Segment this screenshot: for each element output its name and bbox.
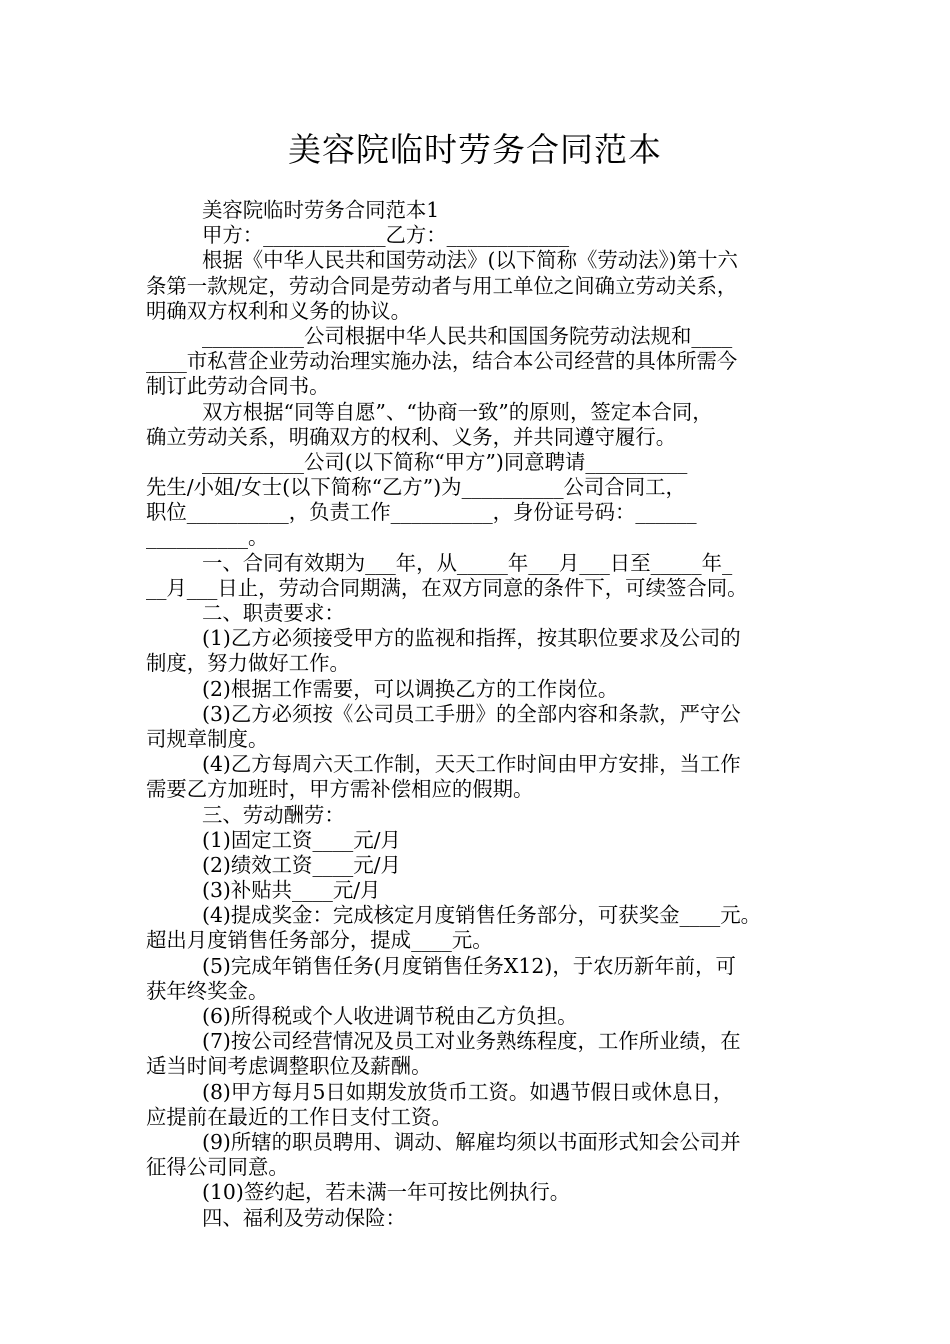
paragraph-line: 超出月度销售任务部分，提成____元。 — [146, 928, 493, 953]
paragraph-line: ____市私营企业劳动治理实施办法，结合本公司经营的具体所需今 — [146, 349, 738, 374]
paragraph-line: (2)绩效工资____元/月 — [202, 852, 401, 877]
paragraph-line: 制订此劳动合同书。 — [146, 374, 330, 399]
paragraph-line: __________。 — [146, 525, 269, 550]
paragraph-line: __________公司根据中华人民共和国国务院劳动法规和____ — [202, 323, 733, 348]
paragraph-line: (10)签约起，若未满一年可按比例执行。 — [202, 1180, 571, 1205]
paragraph-line: (6)所得税或个人收进调节税由乙方负担。 — [202, 1004, 578, 1028]
paragraph-line: __月___日止，劳动合同期满，在双方同意的条件下，可续签合同。 — [146, 575, 748, 600]
paragraph-line: 条第一款规定，劳动合同是劳动者与用工单位之间确立劳动关系， — [146, 273, 738, 298]
paragraph-line: 职位__________，负责工作__________，身份证号码：______ — [146, 500, 697, 525]
paragraph-line: 二、职责要求： — [202, 601, 345, 625]
paragraph-line: 明确双方权利和义务的协议。 — [146, 298, 412, 323]
paragraph-line: (3)补贴共____元/月 — [202, 878, 381, 903]
paragraph-line: (8)甲方每月5日如期发放货币工资。如遇节假日或休息日， — [202, 1079, 734, 1104]
paragraph-line: (4)提成奖金：完成核定月度销售任务部分，可获奖金____元。 — [202, 903, 762, 928]
paragraph-line: 甲方：____________乙方：____________ — [202, 223, 570, 248]
paragraph-line: (5)完成年销售任务(月度销售任务X12)，于农历新年前，可 — [202, 953, 736, 978]
paragraph-line: 三、劳动酬劳： — [202, 802, 345, 827]
paragraph-line: 获年终奖金。 — [146, 978, 269, 1003]
paragraph-line: 适当时间考虑调整职位及薪酬。 — [146, 1054, 432, 1079]
paragraph-line: (1)固定工资____元/月 — [202, 827, 401, 852]
paragraph-line: 司规章制度。 — [146, 726, 269, 751]
document-title: 美容院临时劳务合同范本 — [288, 130, 662, 169]
paragraph-line: 一、合同有效期为___年，从_____年___月___日至_____年_ — [202, 550, 733, 575]
document-body — [146, 198, 810, 1231]
paragraph-line: (2)根据工作需要，可以调换乙方的工作岗位。 — [202, 676, 619, 701]
paragraph-line: 确立劳动关系，明确双方的权利、义务，并共同遵守履行。 — [146, 424, 677, 449]
paragraph-line: 根据《中华人民共和国劳动法》(以下简称《劳动法》)第十六 — [202, 248, 738, 273]
paragraph-line: (3)乙方必须按《公司员工手册》的全部内容和条款，严守公 — [202, 701, 741, 726]
paragraph-line: 应提前在最近的工作日支付工资。 — [146, 1104, 452, 1129]
paragraph-line: 需要乙方加班时，甲方需补偿相应的假期。 — [146, 777, 534, 802]
paragraph-line: (7)按公司经营情况及员工对业务熟练程度，工作所业绩，在 — [202, 1029, 741, 1054]
paragraph-line: 征得公司同意。 — [146, 1155, 289, 1180]
paragraph-line: (9)所辖的职员聘用、调动、解雇均须以书面形式知会公司并 — [202, 1129, 741, 1154]
paragraph-line: (1)乙方必须接受甲方的监视和指挥，按其职位要求及公司的 — [202, 626, 741, 651]
paragraph-line: 美容院临时劳务合同范本1 — [202, 198, 440, 222]
paragraph-line: 四、福利及劳动保险： — [202, 1205, 406, 1230]
paragraph-line: __________公司(以下简称“甲方”)同意聘请__________ — [202, 449, 688, 474]
paragraph-line: 先生/小姐/女士(以下简称“乙方”)为__________公司合同工， — [146, 475, 686, 500]
paragraph-line: 制度，努力做好工作。 — [146, 651, 350, 676]
paragraph-line: 双方根据“同等自愿”、“协商一致”的原则，签定本合同， — [202, 399, 713, 424]
paragraph-line: (4)乙方每周六天工作制，天天工作时间由甲方安排，当工作 — [202, 752, 741, 777]
